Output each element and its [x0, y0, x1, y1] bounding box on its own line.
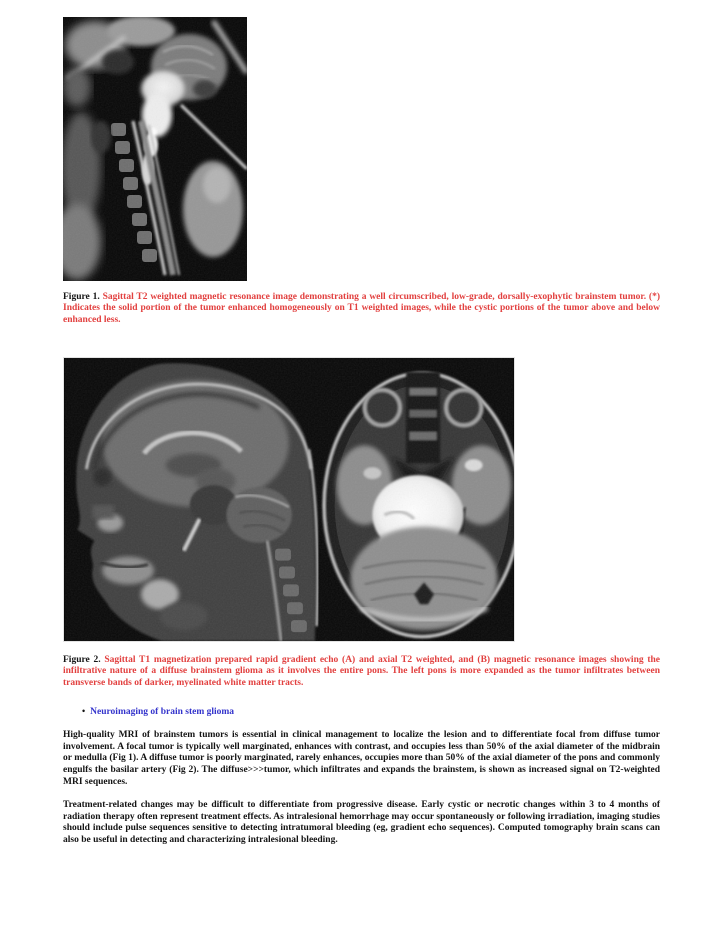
- paragraph-mri-quality: High-quality MRI of brainstem tumors is essential in clinical management to localize the lesion and to differentiate focal from diffuse tumor involvement. A focal tumor is typically well marginated, enhances with contrast, and occupies less than 50% of the axial diameter of the midbrain or medulla (Fig 1). A diffuse tumor is poorly marginated, rarely enhances, occupies more than 50% of the axial diameter of the pons and commonly engulfs the basilar artery (Fig 2). The diffuse>>>tumor, which infiltrates and expands the brainstem, is shown as increased signal on T2-weighted MRI sequences.: [63, 730, 660, 787]
- film-grain: [65, 358, 514, 641]
- figure1-caption: [63, 292, 660, 326]
- figure2-caption-label: Figure 2.: [63, 655, 101, 665]
- figure1-caption-text: Sagittal T2 weighted magnetic resonance image demonstrating a well circumscribed, low-grade, dorsally-exophytic brainstem tumor. (*) Indicates the solid portion of the tumor enhanced homogeneously on T1 weighted images, while the cystic portions of the tumor above and below enhanced less.: [63, 292, 661, 325]
- figure1-caption-label: Figure 1.: [63, 292, 100, 302]
- film-grain: [63, 17, 247, 281]
- figure2-composite-mri: [63, 357, 515, 642]
- neuroimaging-link[interactable]: Neuroimaging of brain stem glioma: [90, 707, 235, 717]
- figure1-sagittal-spine-mri: [63, 17, 247, 281]
- bullet-icon: •: [82, 706, 86, 716]
- figure2-caption: [63, 655, 660, 689]
- paragraph-treatment-changes: Treatment-related changes may be difficult to differentiate from progressive disease. Early cystic or necrotic changes within 3 to 4 months of radiation therapy often represent treatment effects. As intralesional hemorrhage may occur spontaneously or following irradiation, imaging studies should include pulse sequences sensitive to detecting intratumoral bleeding (eg, gradient echo sequences). Computed tomography brain scans can also be useful in detecting and characterizing intralesional bleeding.: [63, 800, 660, 846]
- figure2-caption-text: Sagittal T1 magnetization prepared rapid gradient echo (A) and axial T2 weighted, and (B) magnetic resonance images showing the infiltrative nature of a diffuse brainstem glioma as it involves the entire pons. The left pons is more expanded as the tumor infiltrates between transverse bands of darker, myelinated white matter tracts.: [63, 655, 660, 688]
- bullet-list-item: [82, 705, 234, 718]
